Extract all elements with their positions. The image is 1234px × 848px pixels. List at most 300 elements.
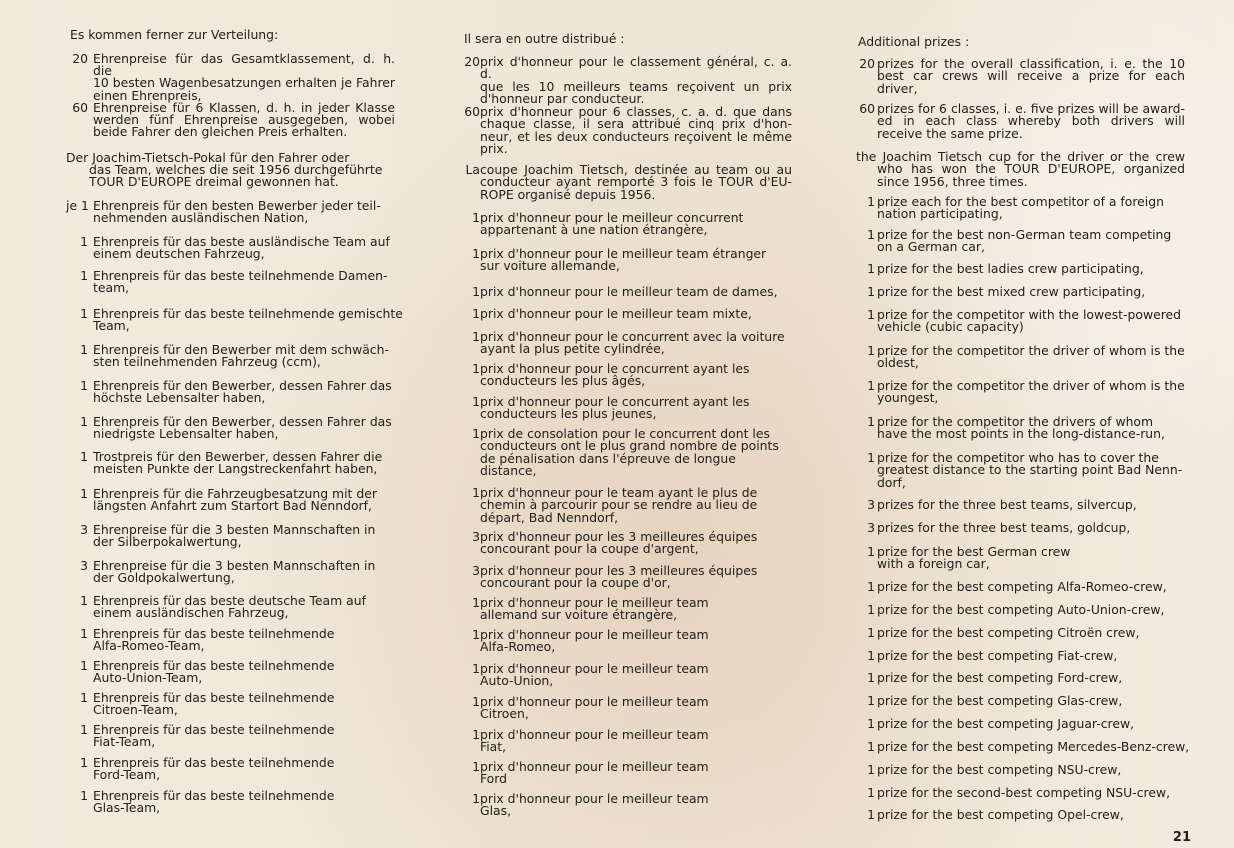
german-prize-line: Ehrenpreis für den Bewerber mit dem schwäch- (93, 342, 389, 357)
french-prize-line: conducteurs les plus jeunes, (480, 406, 657, 422)
english-prize-text (877, 229, 1185, 254)
german-prize-text (93, 451, 395, 475)
german-prize-line: Ford-Team, (93, 767, 161, 783)
english-prize-text (877, 416, 1185, 441)
french-prize-line: prix d'honneur pour le meilleur team (480, 595, 709, 610)
french-prize-text (480, 531, 792, 556)
french-prize-text (480, 793, 792, 818)
english-prize-text (877, 809, 1185, 821)
english-prize-entry (856, 546, 1185, 571)
german-prize-line: werden fünf Ehrenpreise ausgegeben, wobei (93, 112, 395, 128)
french-prize-line: ROPE organisé depuis 1956. (480, 186, 656, 202)
french-prize-line: prix d'honneur pour le meilleur team de dames, (480, 284, 778, 299)
french-prize-text (480, 331, 792, 356)
english-prize-text (877, 672, 1185, 684)
english-prize-count: 1 (867, 807, 875, 822)
french-prize-text (480, 597, 792, 622)
german-prize-text (93, 236, 395, 260)
german-prize-line: Ehrenpreis für das beste teilnehmende (93, 788, 335, 803)
french-prize-entry (462, 696, 792, 721)
english-prize-entry (856, 604, 1185, 616)
english-prize-entry (856, 286, 1185, 298)
english-prize-line: dorf, (877, 474, 906, 490)
german-prize-entry (66, 270, 395, 294)
french-heading: Il sera en outre distribué : (464, 31, 625, 46)
german-prize-line: 10 besten Wagenbesatzungen erhalten je Fahrer (93, 75, 395, 91)
german-prize-line: höchste Lebensalter haben, (93, 390, 266, 406)
english-prize-text (877, 627, 1185, 639)
english-prize-text (877, 309, 1185, 334)
german-prize-text (93, 53, 395, 102)
english-prize-entry (856, 650, 1185, 662)
german-prize-line: Trostpreis für den Bewerber, dessen Fahrer die (93, 449, 383, 464)
english-prize-entry (856, 499, 1185, 511)
french-prize-line: allemand sur voiture étrangère, (480, 607, 678, 623)
german-prize-entry (66, 660, 395, 684)
german-prize-count: 1 (80, 788, 88, 803)
french-prize-text (480, 363, 792, 388)
german-prize-count: 1 (80, 658, 88, 673)
german-prize-count: 1 (80, 486, 88, 501)
english-prize-count: 3 (867, 497, 875, 512)
french-prize-line: prix d'honneur pour le concurrent avec la voiture (480, 329, 785, 344)
english-prize-entry (856, 58, 1185, 95)
english-prize-text (877, 380, 1185, 405)
french-prize-line: neur, et les deux conducteurs reçoivent le même (480, 128, 792, 144)
english-prize-line: prize for the competitor the driver of whom is the (877, 378, 1185, 393)
english-prize-text (877, 286, 1185, 298)
french-prize-line: départ, Bad Nenndorf, (480, 509, 619, 525)
english-prize-count: 1 (867, 762, 875, 777)
french-prize-line: prix d'honneur pour le meilleur team (480, 791, 709, 806)
french-prize-line: prix. (480, 141, 508, 157)
german-prize-count: 1 (80, 414, 88, 429)
english-prize-count: 1 (867, 450, 875, 465)
german-prize-line: Ehrenpreise für die 3 besten Mannschaften in (93, 522, 376, 537)
english-prize-count: 1 (867, 670, 875, 685)
english-prize-line: greatest distance to the starting point Bad Nenn- (877, 462, 1183, 478)
english-prize-line: prizes for the overall classification, i. e. the 10 (877, 56, 1185, 71)
french-prize-line: coupe Joachim Tietsch, destinée au team ou au (480, 162, 792, 177)
english-prize-entry (856, 718, 1185, 730)
german-prize-line: Ehrenpreis für das beste deutsche Team auf (93, 593, 366, 608)
english-prize-line: on a German car, (877, 239, 985, 255)
english-prize-entry (856, 196, 1185, 221)
english-prize-text (877, 787, 1185, 799)
german-prize-entry (66, 344, 395, 368)
french-prize-line: chemin à parcourir pour se rendre au lieu de (480, 497, 758, 513)
german-prize-line: Team, (93, 318, 130, 334)
english-prize-count: 1 (867, 378, 875, 393)
german-prize-text (93, 628, 395, 652)
english-prize-line: prize for the best competing Jaguar-crew, (877, 716, 1135, 731)
german-prize-count: 1 (80, 593, 88, 608)
french-prize-count: 1 (472, 759, 480, 774)
english-prize-line: oldest, (877, 355, 919, 371)
french-prize-line: Fiat, (480, 739, 507, 755)
english-prize-line: have the most points in the long-distance-run, (877, 426, 1165, 442)
english-prize-line: prize for the best competing Glas-crew, (877, 693, 1123, 708)
german-prize-line: Ehrenpreis für das beste teilnehmende gemischte (93, 306, 403, 321)
german-prize-line: längsten Anfahrt zum Startort Bad Nenndorf, (93, 498, 372, 514)
french-prize-entry (462, 212, 792, 237)
english-prize-line: prizes for the three best teams, silvercup, (877, 497, 1137, 512)
german-prize-line: der Goldpokalwertung, (93, 570, 235, 586)
french-prize-entry (462, 487, 792, 524)
english-prize-count: 60 (859, 101, 875, 116)
german-prize-line: nehmenden ausländischen Nation, (93, 210, 309, 226)
german-prize-text (93, 724, 395, 748)
french-prize-count: 1 (472, 595, 480, 610)
english-prize-line: receive the same prize. (877, 125, 1023, 141)
german-prize-line: Ehrenpreis für das beste teilnehmende (93, 755, 335, 770)
french-prize-count: 3 (472, 529, 480, 544)
english-prize-line: prize for the competitor the drivers of whom (877, 414, 1154, 429)
french-prize-entry (462, 428, 792, 478)
english-prize-count: 1 (867, 716, 875, 731)
german-prize-line: das Team, welches die seit 1956 durchgeführte (89, 162, 383, 178)
german-prize-line: Auto-Union-Team, (93, 670, 203, 686)
german-prize-entry (66, 416, 395, 440)
french-prize-line: prix d'honneur pour le team ayant le plus de (480, 485, 758, 500)
french-prize-count: 1 (472, 329, 480, 344)
french-prize-text (480, 308, 792, 320)
english-prize-line: vehicle (cubic capacity) (877, 319, 1024, 335)
english-prize-entry (856, 581, 1185, 593)
page-number: 21 (1172, 830, 1191, 845)
english-prize-count: 1 (867, 343, 875, 358)
english-prize-entry (856, 695, 1185, 707)
german-prize-line: Ehrenpreis für das beste teilnehmende (93, 658, 335, 673)
german-prize-text (93, 102, 395, 139)
german-prize-entry (66, 524, 395, 548)
german-prize-line: meisten Punkte der Langstreckenfahrt haben, (93, 461, 378, 477)
english-prize-text (877, 103, 1185, 140)
english-prize-line: prize for the best mixed crew participating, (877, 284, 1146, 299)
german-prize-line: Ehrenpreis für den Bewerber, dessen Fahrer das (93, 414, 392, 429)
german-prize-entry (66, 595, 395, 619)
english-prize-line: youngest, (877, 390, 939, 406)
german-prize-entry (66, 560, 395, 584)
french-prize-entry (462, 565, 792, 590)
english-prize-line: prize for the best competing Fiat-crew, (877, 648, 1118, 663)
french-prize-entry (462, 308, 792, 320)
german-prize-count: 1 (80, 690, 88, 705)
german-prize-line: einem deutschen Fahrzeug, (93, 246, 265, 262)
french-prize-line: prix d'honneur pour le concurrent ayant les (480, 394, 750, 409)
german-prize-count: 60 (72, 100, 88, 115)
german-prize-line: Ehrenpreis für die Fahrzeugbesatzung mit der (93, 486, 377, 501)
french-prize-count: 3 (472, 563, 480, 578)
german-prize-text (66, 152, 395, 189)
french-prize-count: 1 (472, 361, 480, 376)
german-prize-entry (66, 757, 395, 781)
english-prize-text (877, 522, 1185, 534)
french-prize-text (480, 729, 792, 754)
english-prize-text (877, 546, 1185, 571)
german-prize-entry (66, 306, 403, 334)
french-prize-line: prix d'honneur pour le meilleur team (480, 694, 709, 709)
french-prize-line: conducteurs ont le plus grand nombre de points (480, 438, 779, 454)
english-prize-line: prize for the best competing Mercedes-Benz-crew, (877, 739, 1190, 754)
french-prize-entry (462, 106, 792, 156)
french-prize-count: 20 (464, 54, 480, 69)
german-prize-text (93, 380, 395, 404)
english-prize-line: with a foreign car, (877, 556, 990, 572)
french-prize-line: distance, (480, 463, 537, 479)
french-prize-entry (462, 793, 792, 818)
english-prize-text (877, 196, 1185, 221)
german-prize-text (93, 692, 395, 716)
german-prize-text (93, 200, 395, 224)
english-prize-count: 1 (867, 284, 875, 299)
french-prize-text (480, 164, 792, 201)
french-prize-entry (462, 164, 792, 201)
german-prize-line: der Silberpokalwertung, (93, 534, 242, 550)
french-prize-entry (462, 629, 792, 654)
german-prize-entry (66, 53, 395, 102)
french-prize-text (480, 629, 792, 654)
german-prize-count: 1 (80, 378, 88, 393)
french-prize-line: conducteur ayant remporté 3 fois le TOUR d'EU- (480, 174, 792, 190)
french-prize-line: conducteurs les plus âgés, (480, 373, 646, 389)
english-prize-entry (856, 739, 1190, 754)
english-prize-entry (856, 229, 1185, 254)
german-prize-text (93, 344, 395, 368)
german-prize-line: Ehrenpreis für das beste ausländische Team auf (93, 234, 390, 249)
english-prize-entry (856, 380, 1185, 405)
english-prize-entry (856, 309, 1185, 334)
english-prize-line: prize for the best competing Citroën crew, (877, 625, 1140, 640)
french-prize-line: Glas, (480, 803, 512, 819)
french-prize-text (480, 761, 792, 786)
english-prize-count: 20 (859, 56, 875, 71)
english-prize-count: 1 (867, 227, 875, 242)
english-prize-entry (856, 151, 1185, 188)
german-prize-line: Der Joachim-Tietsch-Pokal für den Fahrer oder (66, 150, 350, 165)
french-prize-line: d'honneur par conducteur. (480, 91, 645, 107)
english-prize-count: 1 (867, 544, 875, 559)
german-prize-count: 1 (80, 722, 88, 737)
english-prize-text (877, 764, 1185, 776)
german-prize-entry (66, 152, 395, 189)
french-prize-line: prix d'honneur pour 6 classes, c. a. d. que dans (480, 104, 792, 119)
english-prize-text (877, 650, 1185, 662)
french-prize-entry (462, 597, 792, 622)
french-prize-line: chaque classe, il sera attribué cinq prix d'hon- (480, 116, 792, 132)
english-prize-count: 1 (867, 414, 875, 429)
english-prize-entry (856, 787, 1185, 799)
german-prize-count: 1 (80, 449, 88, 464)
english-prize-entry (856, 263, 1185, 275)
french-prize-line: prix d'honneur pour le meilleur team (480, 627, 709, 642)
french-prize-entry (462, 761, 792, 786)
english-prize-entry (856, 103, 1185, 140)
german-prize-line: Citroen-Team, (93, 702, 178, 718)
french-prize-count: 1 (472, 306, 480, 321)
german-prize-entry (66, 724, 395, 748)
french-prize-text (480, 56, 792, 106)
french-prize-line: prix d'honneur pour les 3 meilleures équipes (480, 563, 758, 578)
english-prize-line: prizes for 6 classes, i. e. five prizes will be award- (877, 101, 1185, 116)
english-prize-line: nation participating, (877, 206, 1003, 222)
german-prize-entry (66, 790, 395, 814)
english-prize-count: 1 (867, 625, 875, 640)
german-prize-count: 3 (80, 522, 88, 537)
french-prize-entry (462, 363, 792, 388)
french-prize-line: Alfa-Romeo, (480, 639, 556, 655)
french-prize-line: concourant pour la coupe d'or, (480, 575, 671, 591)
english-prize-text (877, 263, 1185, 275)
french-prize-line: prix d'honneur pour le concurrent ayant les (480, 361, 750, 376)
german-prize-text (93, 790, 395, 814)
french-prize-entry (462, 396, 792, 421)
english-prize-count: 1 (867, 307, 875, 322)
french-prize-count: 1 (472, 485, 480, 500)
french-prize-line: Ford (480, 771, 508, 787)
german-prize-line: sten teilnehmenden Fahrzeug (ccm), (93, 354, 321, 370)
english-prize-entry (856, 416, 1185, 441)
french-prize-text (480, 396, 792, 421)
french-prize-entry (462, 286, 792, 298)
english-prize-line: prize for the competitor with the lowest-powered (877, 307, 1182, 322)
english-prize-line: since 1956, three times. (877, 173, 1028, 189)
french-prize-text (480, 286, 792, 298)
french-prize-text (480, 106, 792, 156)
german-prize-line: Ehrenpreise für 6 Klassen, d. h. in jeder Klasse (93, 100, 395, 115)
english-prize-text (877, 695, 1185, 707)
french-prize-text (480, 212, 792, 237)
french-prize-line: prix d'honneur pour le meilleur team mixte, (480, 306, 752, 321)
french-prize-line: prix d'honneur pour le classement général, c. a. d. (480, 54, 792, 82)
german-prize-text (93, 757, 395, 781)
german-prize-count: 1 (80, 342, 88, 357)
french-prize-entry (462, 663, 792, 688)
german-prize-line: team, (93, 280, 130, 296)
english-prize-line: prize for the best non-German team competing (877, 227, 1172, 242)
german-prize-count: 1 (80, 755, 88, 770)
english-prize-line: prize for the best competing NSU-crew, (877, 762, 1122, 777)
french-prize-text (480, 248, 792, 273)
german-heading: Es kommen ferner zur Verteilung: (70, 27, 279, 42)
english-prize-entry (856, 764, 1185, 776)
french-prize-line: prix d'honneur pour le meilleur team (480, 759, 709, 774)
english-prize-entry (856, 452, 1185, 489)
german-prize-text (93, 488, 395, 512)
german-prize-entry (66, 200, 395, 224)
english-prize-line: prizes for the three best teams, goldcup, (877, 520, 1131, 535)
german-prize-text (93, 560, 395, 584)
german-prize-line: Ehrenpreise für das Gesamtklassement, d. h. die (93, 51, 395, 79)
german-prize-line: einem ausländischen Fahrzeug, (93, 605, 289, 621)
french-prize-line: sur voiture allemande, (480, 258, 620, 274)
english-prize-text (877, 452, 1185, 489)
german-prize-entry (66, 380, 395, 404)
french-prize-text (480, 428, 792, 478)
french-prize-line: de pénalisation dans l'épreuve de longue (480, 450, 736, 466)
french-prize-line: Auto-Union, (480, 673, 554, 689)
english-prize-line: prize for the competitor who has to cover the (877, 450, 1159, 465)
french-prize-count: 1 (472, 426, 480, 441)
english-prize-count: 1 (867, 785, 875, 800)
german-prize-line: Ehrenpreis für das beste teilnehmende Damen- (93, 268, 388, 283)
english-prize-text (877, 604, 1185, 616)
french-prize-count: 1 (472, 694, 480, 709)
german-prize-entry (66, 102, 395, 139)
french-prize-count: 1 (472, 394, 480, 409)
french-prize-line: concourant pour la coupe d'argent, (480, 541, 699, 557)
french-prize-line: que les 10 meilleurs teams reçoivent un prix (480, 78, 792, 94)
german-prize-line: Glas-Team, (93, 800, 161, 816)
german-prize-line: Ehrenpreis für das beste teilnehmende (93, 690, 335, 705)
english-prize-line: prize for the best German crew (877, 544, 1071, 559)
german-prize-line: Fiat-Team, (93, 734, 156, 750)
german-prize-line: Ehrenpreis für das beste teilnehmende (93, 626, 335, 641)
french-prize-count: 1 (472, 727, 480, 742)
german-prize-line: beide Fahrer den gleichen Preis erhalten. (93, 124, 348, 140)
english-prize-text (856, 151, 1185, 188)
german-prize-text (93, 270, 395, 294)
german-prize-entry (66, 488, 395, 512)
english-prize-entry (856, 345, 1185, 370)
german-prize-text (93, 595, 395, 619)
french-prize-line: Citroen, (480, 706, 529, 722)
english-prize-line: best car crews will receive a prize for each (877, 68, 1185, 84)
french-prize-entry (462, 531, 792, 556)
french-prize-entry (462, 248, 792, 273)
french-prize-count: 1 (472, 284, 480, 299)
german-prize-count: je 1 (66, 198, 89, 213)
english-prize-count: 1 (867, 602, 875, 617)
french-prize-entry (462, 729, 792, 754)
french-prize-line: prix d'honneur pour le meilleur team (480, 661, 709, 676)
english-prize-entry (856, 627, 1185, 639)
english-prize-text (877, 718, 1185, 730)
english-prize-text (877, 499, 1185, 511)
english-prize-line: prize for the competitor the driver of whom is the (877, 343, 1185, 358)
french-prize-line: prix de consolation pour le concurrent dont les (480, 426, 770, 441)
german-prize-line: Ehrenpreis für den besten Bewerber jeder teil- (93, 198, 381, 213)
french-prize-count: 1 (472, 210, 480, 225)
german-prize-text (93, 524, 395, 548)
french-prize-line: prix d'honneur pour le meilleur concurrent (480, 210, 744, 225)
french-prize-line: prix d'honneur pour le meilleur team (480, 727, 709, 742)
german-prize-count: 1 (80, 306, 88, 321)
german-prize-line: Ehrenpreise für die 3 besten Mannschaften in (93, 558, 376, 573)
french-prize-count: 1 (472, 791, 480, 806)
english-prize-line: prize for the best competing Alfa-Romeo-crew, (877, 579, 1167, 594)
english-prize-count: 1 (867, 739, 875, 754)
german-prize-entry (66, 628, 395, 652)
english-prize-count: 3 (867, 520, 875, 535)
french-prize-count: La (465, 162, 480, 177)
english-prize-count: 1 (867, 648, 875, 663)
german-prize-line: einen Ehrenpreis, (93, 87, 202, 103)
german-prize-count: 3 (80, 558, 88, 573)
french-prize-line: prix d'honneur pour le meilleur team étranger (480, 246, 767, 261)
english-prize-count: 1 (867, 261, 875, 276)
german-prize-entry (66, 236, 395, 260)
english-prize-count: 1 (867, 194, 875, 209)
english-prize-text (877, 581, 1185, 593)
english-prize-text (877, 739, 1190, 754)
german-prize-count: 1 (80, 234, 88, 249)
french-prize-line: appartenant à une nation étrangère, (480, 222, 708, 238)
french-prize-text (480, 696, 792, 721)
french-prize-line: ayant la plus petite cylindrée, (480, 341, 665, 357)
english-prize-line: prize for the best competing Ford-crew, (877, 670, 1123, 685)
german-prize-count: 20 (72, 51, 88, 66)
